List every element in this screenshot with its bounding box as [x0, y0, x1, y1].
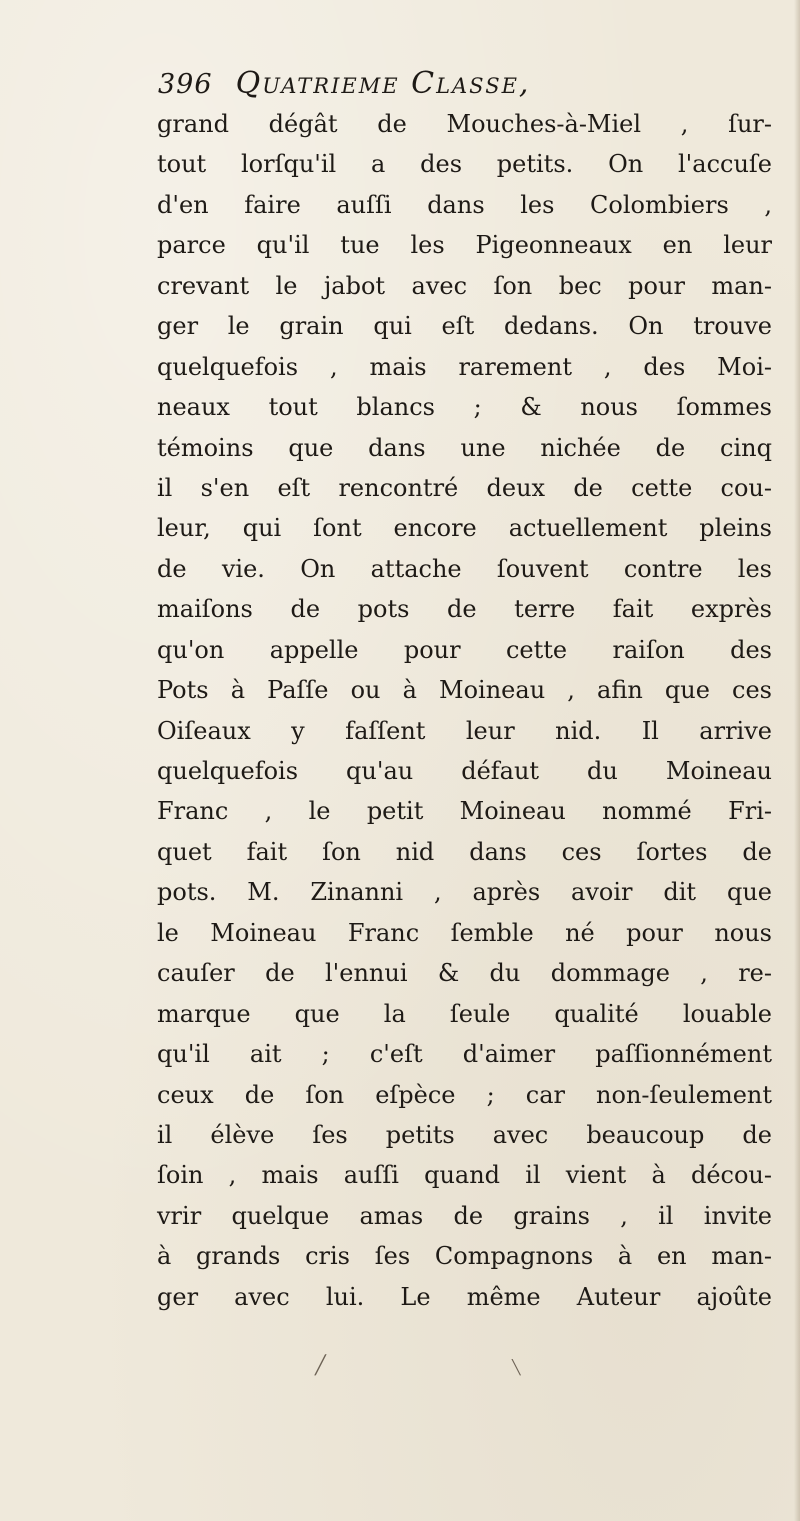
- text-line: leur, qui ſont encore actuellement pleins: [157, 514, 772, 543]
- text-line: neaux tout blancs ; & nous ſommes: [157, 393, 772, 422]
- text-line: quet fait ſon nid dans ces ſortes de: [157, 837, 772, 866]
- text-line: il élève ſes petits avec beaucoup de: [157, 1120, 772, 1149]
- text-line: Pots à Paſſe ou à Moineau , afin que ces: [157, 676, 772, 705]
- text-line: témoins que dans une nichée de cinq: [157, 433, 772, 462]
- text-line: il s'en eſt rencontré deux de cette cou-: [157, 473, 772, 502]
- text-line: parce qu'il tue les Pigeonneaux en leur: [157, 231, 772, 260]
- text-line: maiſons de pots de terre fait exprès: [157, 595, 772, 624]
- text-line: grand dégât de Mouches-à-Miel , ſur-: [157, 110, 772, 138]
- text-line: à grands cris ſes Compagnons à en man-: [157, 1242, 772, 1271]
- text-line: pots. M. Zinanni , après avoir dit que: [157, 878, 772, 907]
- text-line: crevant le jabot avec ſon bec pour man-: [157, 271, 772, 300]
- text-line: marque que la ſeule qualité louable: [157, 999, 772, 1028]
- text-line: qu'il ait ; c'eſt d'aimer paſſionnément: [157, 1040, 772, 1069]
- stray-ink-mark: ╲: [512, 1360, 521, 1376]
- text-line: ger avec lui. Le même Auteur ajoûte: [157, 1282, 772, 1311]
- text-line: ger le grain qui eſt dedans. On trouve: [157, 312, 772, 341]
- text-line: qu'on appelle pour cette raiſon des: [157, 635, 772, 664]
- text-line: vrir quelque amas de grains , il invite: [157, 1201, 772, 1230]
- text-line: de vie. On attache ſouvent contre les: [157, 554, 772, 583]
- text-line: ceux de ſon eſpèce ; car non-ſeulement: [157, 1080, 772, 1109]
- page-number: 396: [158, 69, 213, 100]
- text-line: cauſer de l'ennui & du dommage , re-: [157, 959, 772, 988]
- running-title: Quatrieme Classe,: [235, 66, 531, 101]
- text-line: d'en faire auſſi dans les Colombiers ,: [157, 190, 772, 219]
- page-edge-shadow: [794, 0, 800, 1521]
- stray-ink-mark: ╱: [315, 1355, 326, 1376]
- text-line: ſoin , mais auſſi quand il vient à décou-: [157, 1161, 772, 1190]
- text-line: quelquefois qu'au défaut du Moineau: [157, 757, 772, 785]
- text-line: le Moineau Franc ſemble né pour nous: [157, 918, 772, 947]
- text-line: quelquefois , mais rarement , des Moi-: [157, 352, 772, 381]
- text-line: Franc , le petit Moineau nommé Fri-: [157, 797, 772, 826]
- text-line: Oiſeaux y faſſent leur nid. Il arrive: [157, 716, 772, 745]
- text-line: tout lorſqu'il a des petits. On l'accuſe: [157, 150, 772, 179]
- body-text: [157, 104, 772, 1317]
